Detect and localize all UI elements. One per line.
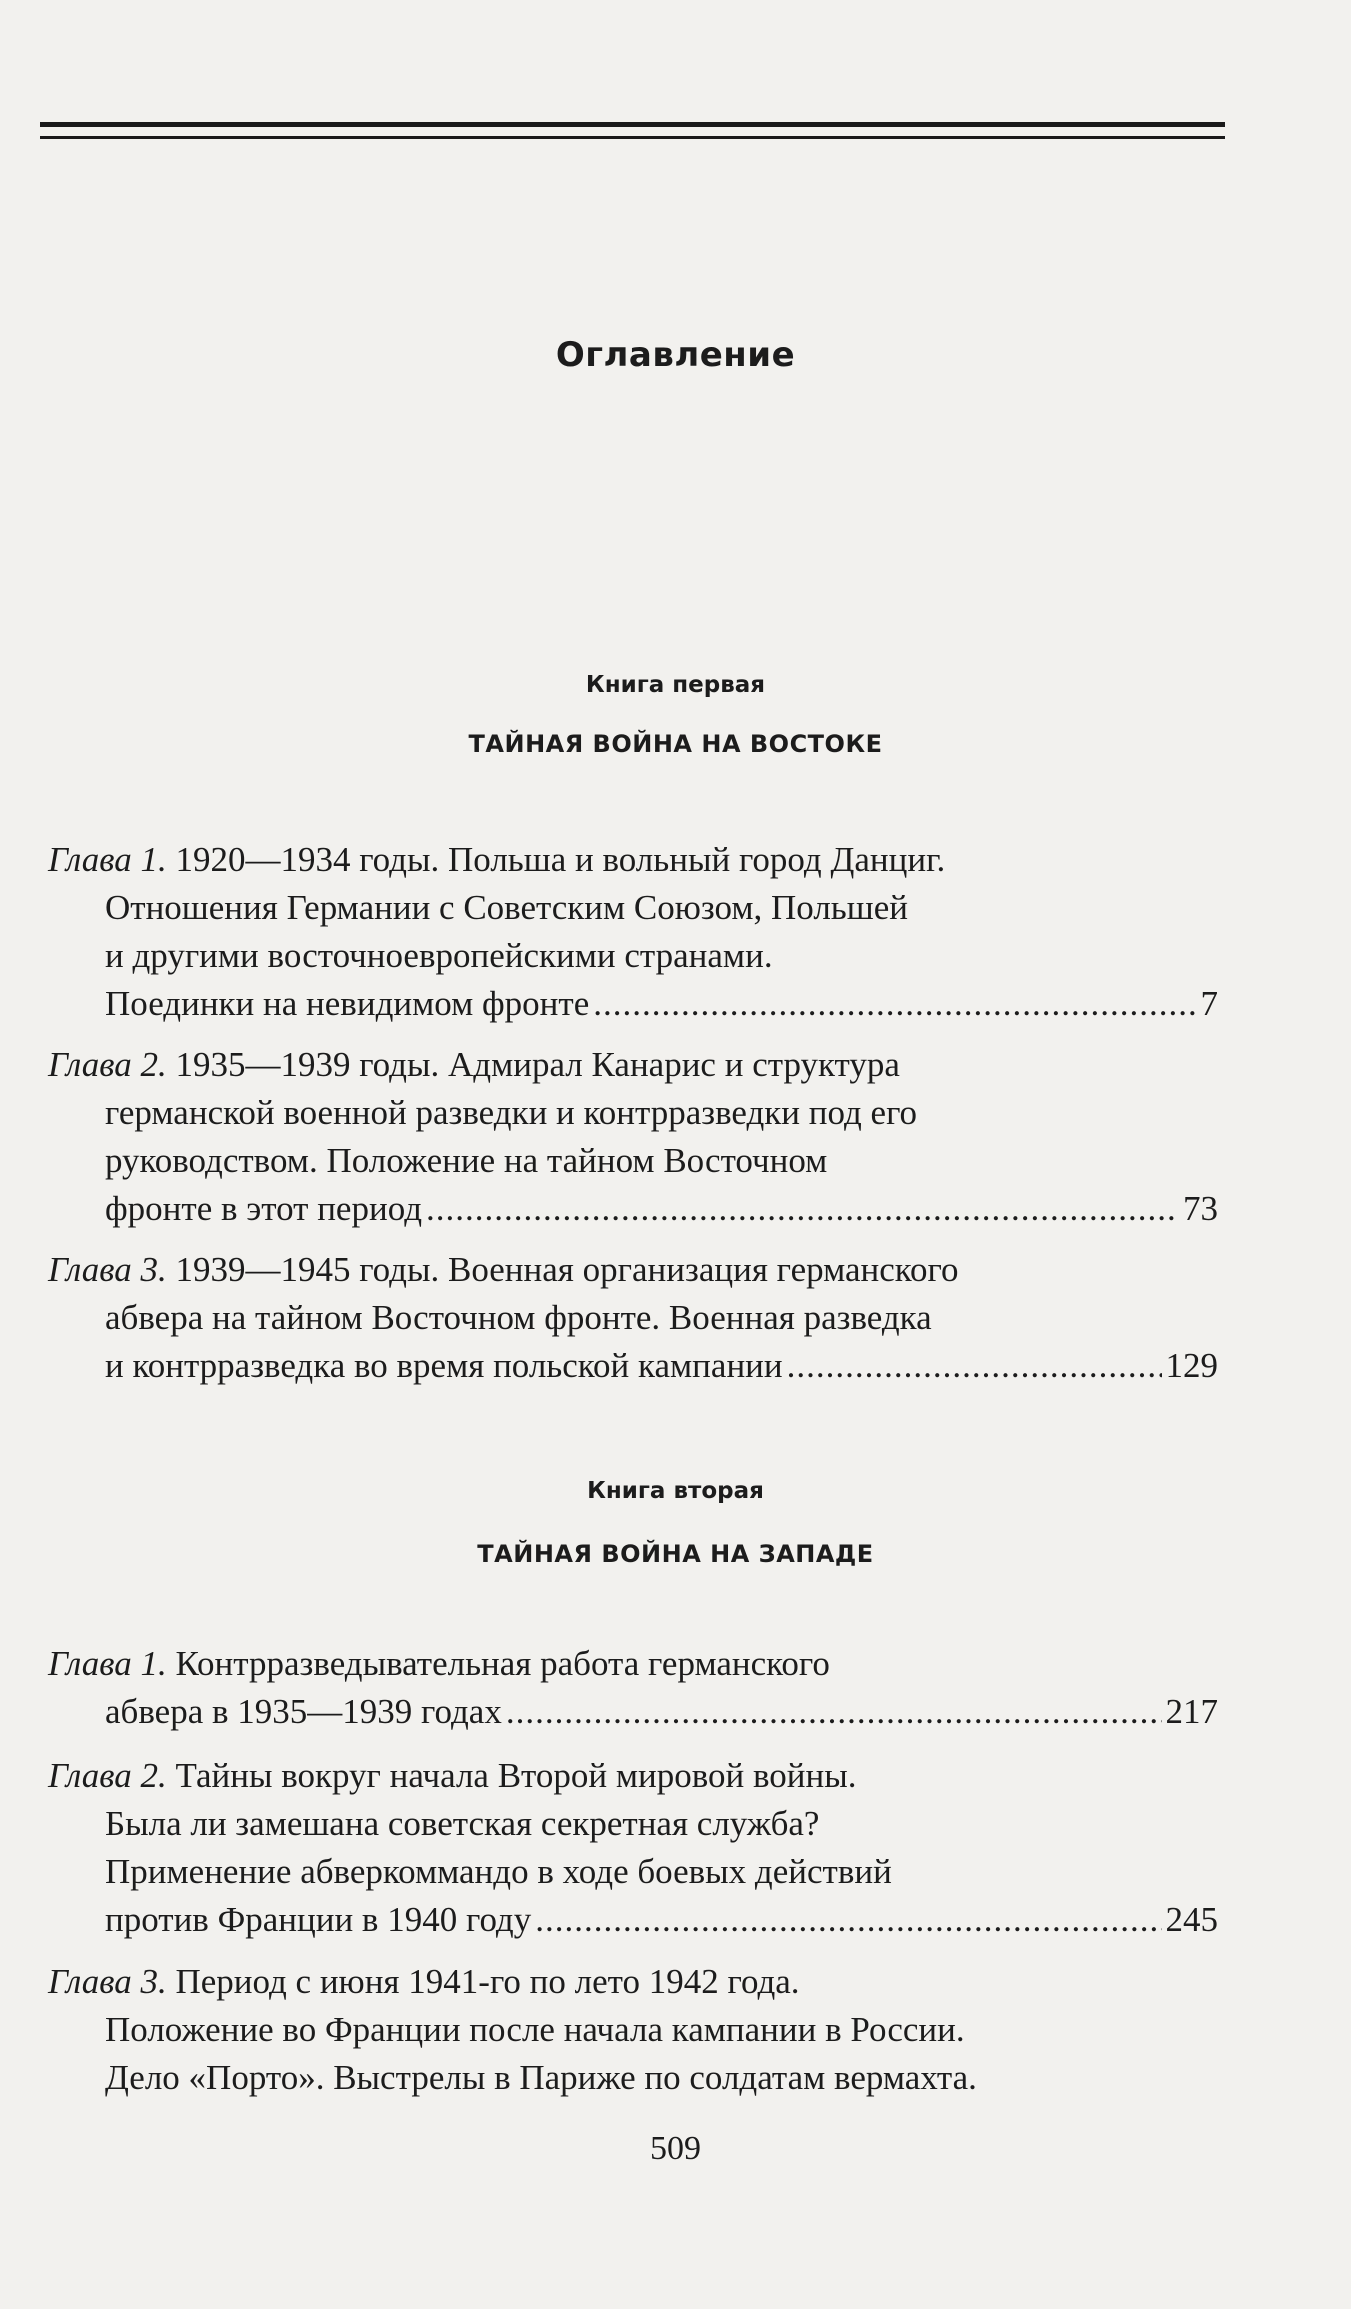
chapter-page-number: 217 [1165,1692,1218,1731]
dot-leader [593,980,1196,1028]
chapter-title-line: и другими восточноевропейскими странами. [105,936,773,975]
top-rule-thin [40,136,1225,139]
chapter-title-line: Контрразведывательная работа германского [175,1644,830,1683]
chapter-title-line: и контрразведка во время польской кампании [105,1346,783,1385]
chapter-title-line: Была ли замешана советская секретная служба? [105,1804,820,1843]
chapter-title-line: Тайны вокруг начала Второй мировой войны. [175,1756,857,1795]
top-rule [40,122,1225,127]
dot-leader [426,1185,1179,1233]
chapter-title-line: Отношения Германии с Советским Союзом, Польшей [105,888,908,927]
chapter-label: Глава 1. [48,1644,167,1683]
chapter-title-line: руководством. Положение на тайном Восточном [105,1141,828,1180]
chapter-title-line: Положение во Франции после начала кампании в России. [105,2010,965,2049]
toc-entry-book2-ch2[interactable] [48,1752,1218,1944]
toc-entry-book1-ch2[interactable] [48,1041,1218,1233]
chapter-title-line: 1939—1945 годы. Военная организация германского [175,1250,959,1289]
chapter-title-line: фронте в этот период [105,1189,422,1228]
chapter-title-line: Дело «Порто». Выстрелы в Париже по солдатам вермахта. [105,2058,977,2097]
chapter-title-line: Поединки на невидимом фронте [105,984,590,1023]
dot-leader [506,1688,1162,1736]
book2-label: Книга вторая [587,1478,764,1504]
chapter-page-number: 7 [1200,984,1218,1023]
toc-entry-book1-ch1[interactable] [48,836,1218,1028]
chapter-title-line: Период с июня 1941-го по лето 1942 года. [175,1962,800,2001]
chapter-page-number: 73 [1183,1189,1218,1228]
chapter-title-line: 1920—1934 годы. Польша и вольный город Данциг. [175,840,946,879]
chapter-label: Глава 3. [48,1962,167,2001]
chapter-label: Глава 3. [48,1250,167,1289]
toc-entry-book2-ch3[interactable] [48,1958,1218,2102]
chapter-title-line: Применение абверкоммандо в ходе боевых действий [105,1852,892,1891]
chapter-title-line: абвера на тайном Восточном фронте. Военная разведка [105,1298,932,1337]
chapter-label: Глава 1. [48,840,167,879]
toc-entry-book2-ch1[interactable] [48,1640,1218,1736]
dot-leader [535,1896,1161,1944]
chapter-label: Глава 2. [48,1756,167,1795]
toc-entry-book1-ch3[interactable] [48,1246,1218,1390]
dot-leader [787,1342,1162,1390]
chapter-title-line: германской военной разведки и контрразведки под его [105,1093,918,1132]
toc-title: Оглавление [555,335,796,375]
book2-title: ТАЙНАЯ ВОЙНА НА ЗАПАДЕ [477,1540,874,1568]
page-number: 509 [650,2130,701,2167]
chapter-title-line: против Франции в 1940 году [105,1900,532,1939]
chapter-title-line: абвера в 1935—1939 годах [105,1692,502,1731]
book1-label: Книга первая [585,672,766,698]
chapter-page-number: 129 [1165,1346,1218,1385]
chapter-label: Глава 2. [48,1045,167,1084]
chapter-page-number: 245 [1165,1900,1218,1939]
chapter-title-line: 1935—1939 годы. Адмирал Канарис и структура [175,1045,900,1084]
book1-title: ТАЙНАЯ ВОЙНА НА ВОСТОКЕ [468,730,883,758]
